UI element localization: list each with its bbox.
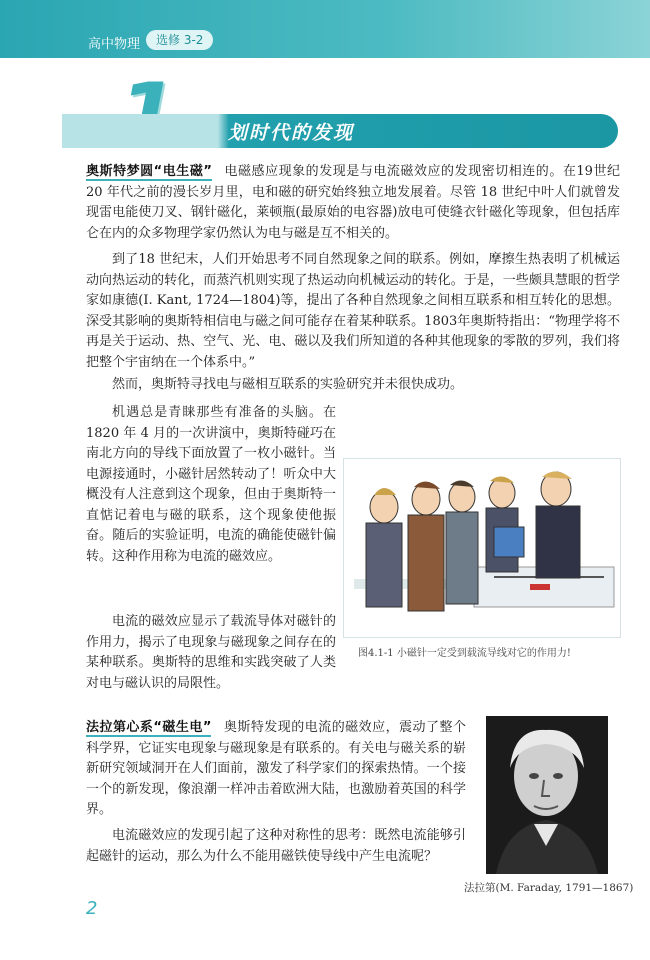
paragraph-lead: 法拉第心系“磁生电” [86,720,212,735]
subject-label: 高中物理 [88,37,141,52]
paragraph-symmetry: 电流磁效应的发现引起了这种对称性的思考：既然电流能够引起磁针的运动，那么为什么不能用磁铁使导线中产生电流呢？ [86,828,466,864]
paragraph-philosophy: 到了18 世纪末，人们开始思考不同自然现象之间的联系。例如，摩擦生热表明了机械运动向热运动的转化，而蒸汽机则实现了热运动向机械运动的转化。于是，一些颇具慧眼的哲学家如康德(I. Kant, 1724—1804)等，提出了各种自然现象之间相互联系和相互转化的思想。深受其影响的奥斯特相信电与磁之间可能存在着某种联系。1803年奥斯特指出：“物理学将不再是关于运动、热、空气、光、电、磁以及我们所知道的各种其他现象的零散的罗列，我们将把整个宇宙纳在一个体系中。” [86,252,620,370]
paragraph-discovery: 机遇总是青睐那些有准备的头脑。在1820 年 4 月的一次讲演中，奥斯特碰巧在南北方向的导线下面放置了一枚小磁针。当电源接通时，小磁针居然转动了！听众中大概没有人注意到这个现象，但由于奥斯特一直惦记着电与磁的联系，这个现象使他振奋。随后的实验证明，电流的确能使磁针偏转。这种作用称为电流的磁效应。 [86,405,336,564]
paragraph-faraday-intro [86,718,466,821]
header-bar [0,0,650,58]
paragraph-magnetic-effect: 电流的磁效应显示了载流导体对磁针的作用力，揭示了电现象与磁现象之间存在的某种联系。奥斯特的思维和实践突破了人类对电与磁认识的局限性。 [86,614,336,691]
portrait-caption: 法拉第(M. Faraday, 1791—1867) [464,882,634,894]
faraday-portrait [486,716,608,874]
page-number: 2 [86,898,98,919]
paragraph-text: 奥斯特发现的电流的磁效应，震动了整个科学界，它证实电现象与磁现象是有联系的。有关电与磁关系的崭新研究领域洞开在人们面前，激发了科学家们的探索热情。一个接一个的新发现，像浪潮一样冲击着欧洲大陆，也激励着英国的科学界。 [86,720,466,817]
paragraph-not-successful: 然而，奥斯特寻找电与磁相互联系的实验研究并未很快成功。 [112,377,464,392]
oersted-experiment-illustration [343,458,621,638]
section-title: 划时代的发现 [228,122,355,144]
paragraph-lead: 奥斯特梦圆“电生磁” [86,164,212,179]
figure-caption: 图4.1-1 小磁针一定受到载流导线对它的作用力! [358,648,571,659]
paragraph-text: 电磁感应现象的发现是与电流磁效应的发现密切相连的。在19世纪 20 年代之前的漫长岁月里，电和磁的研究始终独立地发展着。尽管 18 世纪中叶人们就曾发现雷电能使刀叉、钢针磁化，莱顿瓶(最原始的电容器)放电可使缝衣针磁化等现象，但包括库仑在内的众多物理学家仍然认为电与磁是互不相关的。 [86,164,621,241]
volume-badge: 选修 3-2 [146,30,213,50]
paragraph-oersted-intro [86,162,620,244]
